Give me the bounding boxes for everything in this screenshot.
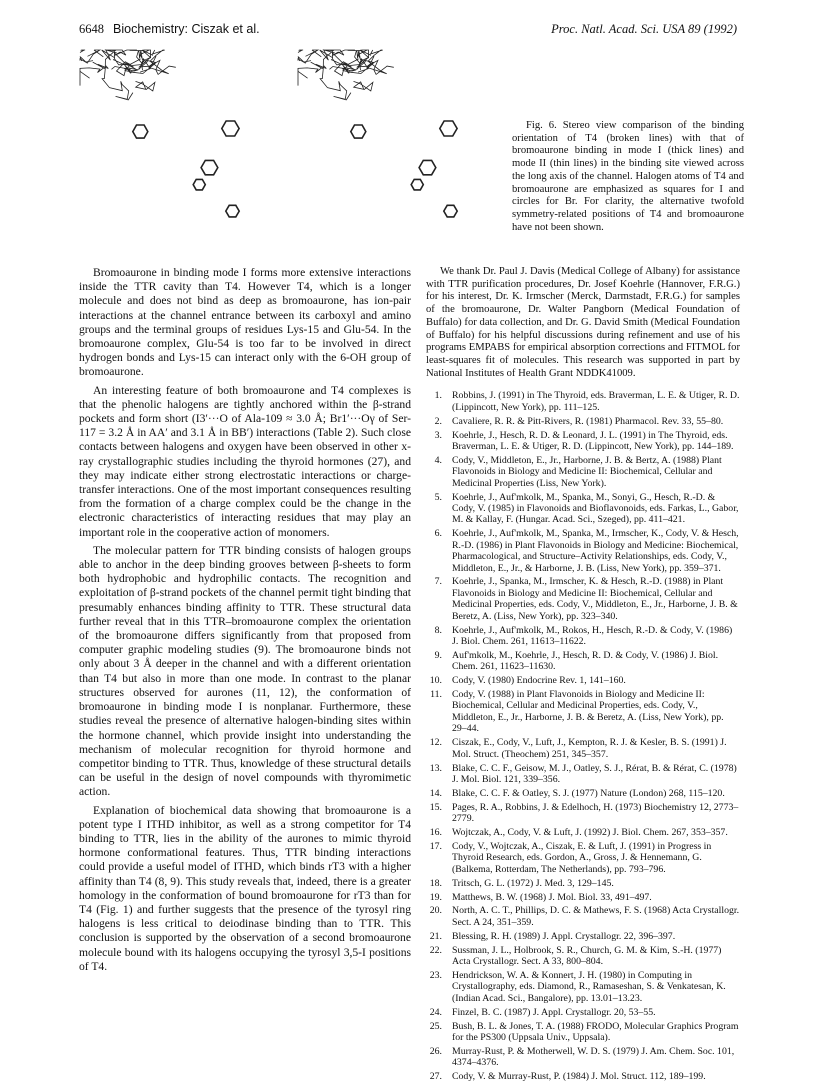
right-column — [426, 266, 740, 1085]
reference-number: 4. — [434, 454, 442, 466]
reference-item — [426, 492, 740, 526]
page-header — [79, 22, 737, 38]
reference-item — [426, 650, 740, 673]
body-paragraph: An interesting feature of both bromoaurone and T4 complexes is that the phenolic halogens are tightly anchored within the β-strand pockets and form short (I3′···O of Ala-109 ≈ 3.0 Å; Br1′···Oγ of Ser-117 = 3.2 Å in AA′ and 3.1 Å in BB′) interactions (Table 2). Such close contacts between halogens and oxygen have been observed in other x-ray crystallographic studies including the thyroid hormones (27), and they may indicate either strong electrostatic interactions or charge-transfer interactions. One of the most important consequences resulting from the formation of a charge complex could be the change in the electronic characteristics of interacting residues that may play an important role in the cooperative action of monomers. — [79, 383, 411, 539]
reference-text: Wojtczak, A., Cody, V. & Luft, J. (1992) J. Biol. Chem. 267, 353–357. — [452, 827, 728, 839]
body-paragraph: Bromoaurone in binding mode I forms more extensive interactions inside the TTR cavity than T4. However T4, which is a longer molecule and does not bind as deep as bromoaurone, has ion-pair interactions at the channel entrance between its carboxyl and amino groups and the terminal groups of residues Lys-15 and Glu-54. In the bromoaurone complex, Glu-54 is too far to be involved in direct hydrogen bonds and Lys-15 can interact only with the 6-OH group of bromoaurone. — [79, 266, 411, 379]
reference-text: Cody, V. (1988) in Plant Flavonoids in Biology and Medicine II: Biochemical, Cellular and Medicinal Properties, eds. Cody, V., Middleton, E., Jr., Harborne, J. B. & Beretz, A. (Liss, New York), pp. 29–44. — [452, 689, 724, 735]
reference-item — [426, 945, 740, 968]
reference-number: 17. — [429, 840, 442, 852]
reference-number: 1. — [434, 390, 442, 402]
reference-text: Blessing, R. H. (1989) J. Appl. Crystallogr. 22, 396–397. — [452, 930, 676, 942]
reference-item — [426, 430, 740, 453]
left-column — [79, 266, 411, 974]
reference-item — [426, 737, 740, 760]
reference-text: Cavaliere, R. R. & Pitt-Rivers, R. (1981) Pharmacol. Rev. 33, 55–80. — [452, 415, 724, 427]
aromatic-ring — [440, 121, 457, 136]
reference-number: 15. — [429, 801, 442, 813]
reference-number: 7. — [434, 576, 442, 588]
reference-text: Bush, B. L. & Jones, T. A. (1988) FRODO, Molecular Graphics Program for the PS300 (Uppsala Univ., Uppsala). — [452, 1020, 739, 1044]
reference-text: Robbins, J. (1991) in The Thyroid, eds. Braverman, L. E. & Utiger, R. D. (Lippincott, New York), pp. 111–125. — [452, 390, 740, 413]
figure-caption: Fig. 6. Stereo view comparison of the binding orientation of T4 (broken lines) with that of bromoaurone binding in mode I (thick lines) and mode II (thin lines) in the binding site viewed across the long axis of the channel. Halogen atoms of T4 and bromoaurone are emphasized as squares for I and circles for Br. For clarity, the alternative twofold symmetry-related positions of T4 and bromoaurone have not been shown. — [512, 120, 744, 233]
reference-text: Hendrickson, W. A. & Konnert, J. H. (1980) in Computing in Crystallography, eds. Diamond, R., Ramaseshan, S. & Venkatesan, K. (Indian Acad. Sci., Bangalore), pp. 13.01–13.23. — [452, 970, 726, 1004]
reference-item — [426, 675, 740, 686]
reference-text: Koehrle, J., Auf'mkolk, M., Spanka, M., Sonyi, G., Hesch, R.-D. & Cody, V. (1985) in Flavonoids and Bioflavonoids, eds. Farkas, L., Gabor, M. & Kallay, F. (Hungar. Acad. Sci., Szeged), pp. 411–421. — [452, 491, 739, 526]
reference-item — [426, 455, 740, 489]
reference-number: 14. — [429, 787, 442, 799]
reference-text: Blake, C. C. F., Geisow, M. J., Oatley, S. J., Rérat, B. & Rérat, C. (1978) J. Mol. Biol. 121, 339–356. — [452, 762, 737, 785]
reference-item — [426, 528, 740, 574]
reference-text: Cody, V. (1980) Endocrine Rev. 1, 141–160. — [452, 675, 626, 687]
reference-number: 26. — [429, 1045, 442, 1057]
aromatic-ring — [351, 125, 366, 138]
reference-text: Koehrle, J., Auf'mkolk, M., Spanka, M., Irmscher, K., Cody, V. & Hesch, R.-D. (1986) in Plant Flavonoids in Biology and Medicine: Biochemical, Pharmacological, and Structure–Activity Relationships, eds. Cody, V., Middleton, E., Jr., & Harborne, J. B. (Liss, New York), pp. 359–371. — [452, 528, 739, 574]
reference-number: 16. — [429, 827, 442, 839]
reference-number: 19. — [429, 891, 442, 903]
aromatic-ring — [193, 179, 205, 190]
reference-item — [426, 905, 740, 928]
aromatic-ring — [411, 179, 423, 190]
reference-text: Koehrle, J., Spanka, M., Irmscher, K. & Hesch, R.-D. (1988) in Plant Flavonoids in Biology and Medicine II: Biochemical, Cellular and Medicinal Properties, eds. Cody, V., Middleton, E., Jr., Harborne, J. B. & Beretz, A. (Liss, New York), pp. 323–340. — [452, 576, 738, 622]
stereo-figure — [76, 46, 500, 258]
reference-item — [426, 689, 740, 735]
reference-number: 12. — [429, 737, 442, 749]
acknowledgment: We thank Dr. Paul J. Davis (Medical College of Albany) for assistance with TTR purification procedures, Dr. Josef Koehrle (Hannover, F.R.G.) for his interest, Dr. K. Irmscher (Merck, Darmstadt, F.R.G.) for samples of the bromoaurone, Dr. Walter Pangborn (Medical Foundation of Buffalo) for data collection, and Dr. G. David Smith (Medical Foundation of Buffalo) for his helpful discussions during refinement and use of his programs EMPABS for empirical absorption corrections and FITMOL for least-squares fit of molecules. This research was supported in part by National Institutes of Health Grant NDDK41009. — [426, 266, 740, 379]
reference-number: 18. — [429, 877, 442, 889]
reference-item — [426, 827, 740, 838]
reference-number: 23. — [429, 970, 442, 982]
reference-number: 9. — [434, 649, 442, 661]
structure-trace — [298, 50, 394, 100]
reference-number: 21. — [429, 930, 442, 942]
reference-text: Pages, R. A., Robbins, J. & Edelhoch, H. (1973) Biochemistry 12, 2773–2779. — [452, 801, 739, 825]
reference-number: 3. — [434, 429, 442, 441]
reference-item — [426, 1046, 740, 1069]
reference-number: 10. — [429, 675, 442, 687]
reference-item — [426, 878, 740, 889]
reference-text: Cody, V. & Murray-Rust, P. (1984) J. Mol. Struct. 112, 189–199. — [452, 1071, 706, 1083]
stereo-view-image — [76, 46, 500, 258]
reference-text: Ciszak, E., Cody, V., Luft, J., Kempton, R. J. & Kesler, B. S. (1991) J. Mol. Struct. (Theochem) 251, 345–357. — [452, 737, 727, 760]
aromatic-ring — [222, 121, 239, 136]
aromatic-ring — [419, 160, 436, 174]
reference-number: 24. — [429, 1006, 442, 1018]
reference-number: 13. — [429, 762, 442, 774]
reference-item — [426, 390, 740, 413]
reference-text: Tritsch, G. L. (1972) J. Med. 3, 129–145. — [452, 877, 614, 889]
aromatic-ring — [201, 160, 218, 174]
reference-item — [426, 625, 740, 648]
reference-item — [426, 1071, 740, 1082]
reference-number: 6. — [434, 528, 442, 540]
reference-item — [426, 788, 740, 799]
reference-number: 20. — [429, 905, 442, 917]
reference-text: Cody, V., Wojtczak, A., Ciszak, E. & Luft, J. (1991) in Progress in Thyroid Research, eds. Gordon, A., Gross, J. & Hennemann, G. (Balkema, Rotterdam, The Netherlands), pp. 793–796. — [452, 840, 712, 875]
reference-text: Koehrle, J., Auf'mkolk, M., Rokos, H., Hesch, R.-D. & Cody, V. (1986) J. Biol. Chem. 261, 11613–11622. — [452, 624, 733, 647]
reference-item — [426, 931, 740, 942]
reference-item — [426, 802, 740, 825]
reference-list — [426, 390, 740, 1082]
reference-text: Auf'mkolk, M., Koehrle, J., Hesch, R. D. & Cody, V. (1986) J. Biol. Chem. 261, 11623–11630. — [452, 649, 719, 673]
structure-trace — [80, 50, 176, 100]
reference-number: 22. — [429, 944, 442, 956]
reference-text: Matthews, B. W. (1968) J. Mol. Biol. 33, 491–497. — [452, 891, 652, 903]
reference-item — [426, 892, 740, 903]
reference-item — [426, 1007, 740, 1018]
journal-citation: Proc. Natl. Acad. Sci. USA 89 (1992) — [551, 22, 737, 36]
reference-number: 8. — [434, 624, 442, 636]
reference-text: Blake, C. C. F. & Oatley, S. J. (1977) Nature (London) 268, 115–120. — [452, 787, 725, 799]
body-paragraph: The molecular pattern for TTR binding consists of halogen groups able to anchor in the deep binding grooves between β-sheets to form both hydrophobic and hydrophilic contacts. The recognition and exploitation of β-strand pockets of the channel permit tight binding that presumably enhances binding affinity to TTR. These structural data further reveal that in this TTR–bromoaurone complex the orientation of the bromoaurone differs significantly from that proposed from computer graphic modeling studies (9). The bromoaurone binds not only about 3 Å deeper in the channel and with a different orientation than T4 but also in more than one mode. In contrast to the planar structures observed for aurones (11, 12), the conformation of bromoaurone in binding mode I is nonplanar. Furthermore, these studies reveal the presence of alternative halogen-binding sites within the hormone channel, which provide insight into understanding the mechanism of molecular recognition for thyroid hormone and competitor binding to TTR. Thus, knowledge of these structural details can be useful in the design of novel compounds with thyromimetic action. — [79, 543, 411, 799]
running-head: Biochemistry: Ciszak et al. — [113, 22, 260, 36]
reference-number: 27. — [429, 1071, 442, 1083]
reference-text: North, A. C. T., Phillips, D. C. & Mathews, F. S. (1968) Acta Crystallogr. Sect. A 24, 351–359. — [452, 905, 740, 928]
reference-item — [426, 416, 740, 427]
body-paragraph: Explanation of biochemical data showing that bromoaurone is a potent type I ITHD inhibitor, as well as a strong competitor for T4 binding to TTR, lies in the ability of the aurones to mimic thyroid hormone conformational features. Thus, TTR binding interactions could provide a useful model of ITHD, which binds rT3 with a higher affinity than T4 (8, 9). This study reveals that, indeed, there is a greater homology in the conformation of bound bromoaurone for rT3 than for T4 (Fig. 1) and further suggests that the presence of the tyrosyl ring halogens is less critical to deiodinase binding than to TTR. This conclusion is supported by the observation of a second bromoaurone molecule bound with its halogens occupying the tyrosyl 3,5-I positions of T4. — [79, 803, 411, 973]
stereo-left-panel — [80, 50, 239, 217]
reference-item — [426, 763, 740, 786]
page-number: 6648 — [79, 22, 104, 36]
reference-item — [426, 576, 740, 622]
reference-number: 2. — [434, 415, 442, 427]
aromatic-ring — [226, 205, 239, 217]
reference-item — [426, 841, 740, 875]
reference-text: Murray-Rust, P. & Motherwell, W. D. S. (1979) J. Am. Chem. Soc. 101, 4374–4376. — [452, 1045, 735, 1069]
reference-text: Finzel, B. C. (1987) J. Appl. Crystallogr. 20, 53–55. — [452, 1006, 656, 1018]
aromatic-ring — [444, 205, 457, 217]
reference-text: Sussman, J. L., Holbrook, S. R., Church, G. M. & Kim, S.-H. (1977) Acta Crystallogr. Sect. A 33, 800–804. — [452, 944, 722, 968]
reference-number: 25. — [429, 1020, 442, 1032]
reference-number: 5. — [434, 491, 442, 503]
reference-text: Cody, V., Middleton, E., Jr., Harborne, J. B. & Bertz, A. (1988) Plant Flavonoids in Biology and Medicine II: Biochemical, Cellular and Medicinal Properties (Liss, New York). — [452, 454, 722, 489]
aromatic-ring — [133, 125, 148, 138]
stereo-right-panel — [298, 50, 457, 217]
reference-item — [426, 1021, 740, 1044]
reference-text: Koehrle, J., Hesch, R. D. & Leonard, J. L. (1991) in The Thyroid, eds. Braverman, L. E. & Utiger, R. D. (Lippincott, New York), pp. 144–189. — [452, 429, 734, 452]
reference-item — [426, 970, 740, 1004]
reference-number: 11. — [430, 689, 442, 701]
